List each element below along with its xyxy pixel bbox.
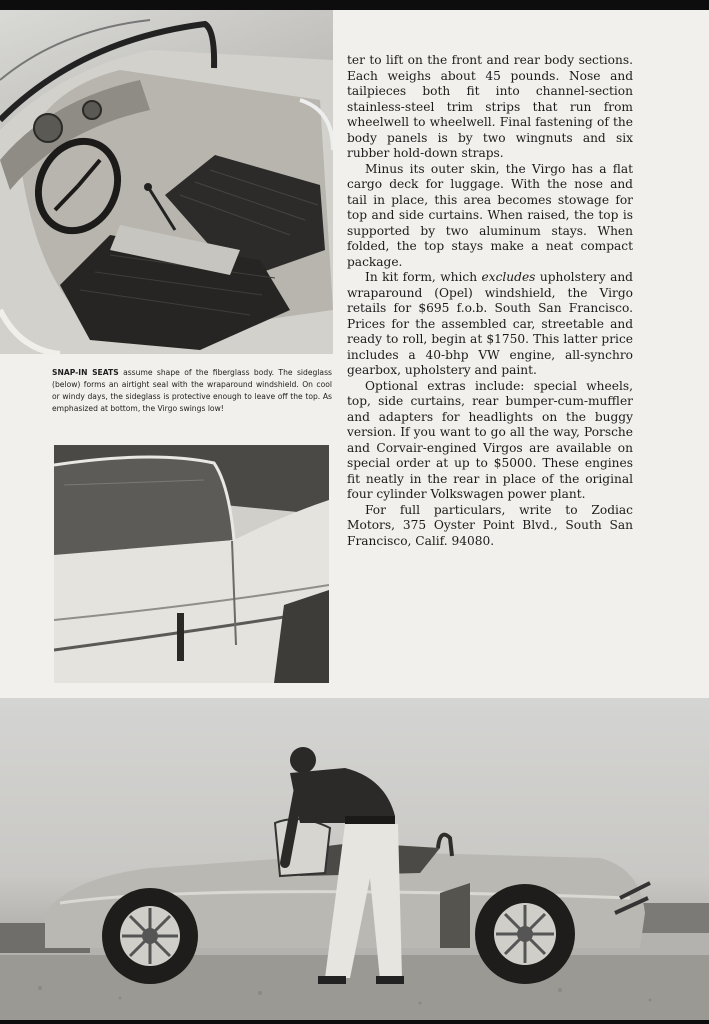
- sideglass-photo: [54, 445, 329, 683]
- car-photo: [0, 698, 709, 1020]
- cockpit-photo: [0, 10, 333, 354]
- article-paragraph-2: Minus its outer skin, the Virgo has a flat cargo deck for luggage. With the nose and tail in place, this area becomes stowage for top and side curtains. When raised, the top is supported by two aluminum stays. When folded, the top stays make a neat compact package.: [347, 161, 633, 269]
- p3-emphasis: excludes: [481, 270, 536, 284]
- p3-before: In kit form, which: [365, 270, 482, 284]
- caption-body: assume shape of the fiberglass body. The sideglass (below) forms an airtight seal with the wraparound windshield. On cool or windy days, the sideglass is protective enough to leave off the top. As emphasized at bottom, the Virgo swings low!: [52, 368, 332, 413]
- p3-after: upholstery and wraparound (Opel) windshield, the Virgo retails for $695 f.o.b. South San Francisco. Prices for the assembled car, streetable and ready to roll, begin at $1750. This latter price includes a 40-bhp VW engine, all-synchro gearbox, upholstery and paint.: [347, 270, 633, 377]
- article-paragraph-5: For full particulars, write to Zodiac Motors, 375 Oyster Point Blvd., South San Francisco, Calif. 94080.: [347, 502, 633, 548]
- photo-caption: [52, 367, 332, 415]
- magazine-page: [0, 10, 709, 1020]
- article-paragraph-3: [347, 270, 633, 379]
- caption-lead: SNAP-IN SEATS: [52, 368, 119, 377]
- article-paragraph-1: ter to lift on the front and rear body sections. Each weighs about 45 pounds. Nose and tailpieces both fit into channel-section stainless-steel trim strips that run from wheelwell to wheelwell. Final fastening of the body panels is by two wingnuts and six rubber hold-down straps.: [347, 53, 633, 160]
- article-paragraph-4: Optional extras include: special wheels, top, side curtains, rear bumper-cum-muffler and adapters for headlights on the buggy version. If you want to go all the way, Porsche and Corvair-engined Virgos are available on special order at up to $5000. These engines fit neatly in the rear in place of the original four cylinder Volkswagen power plant.: [347, 378, 633, 501]
- article-text: [347, 53, 633, 549]
